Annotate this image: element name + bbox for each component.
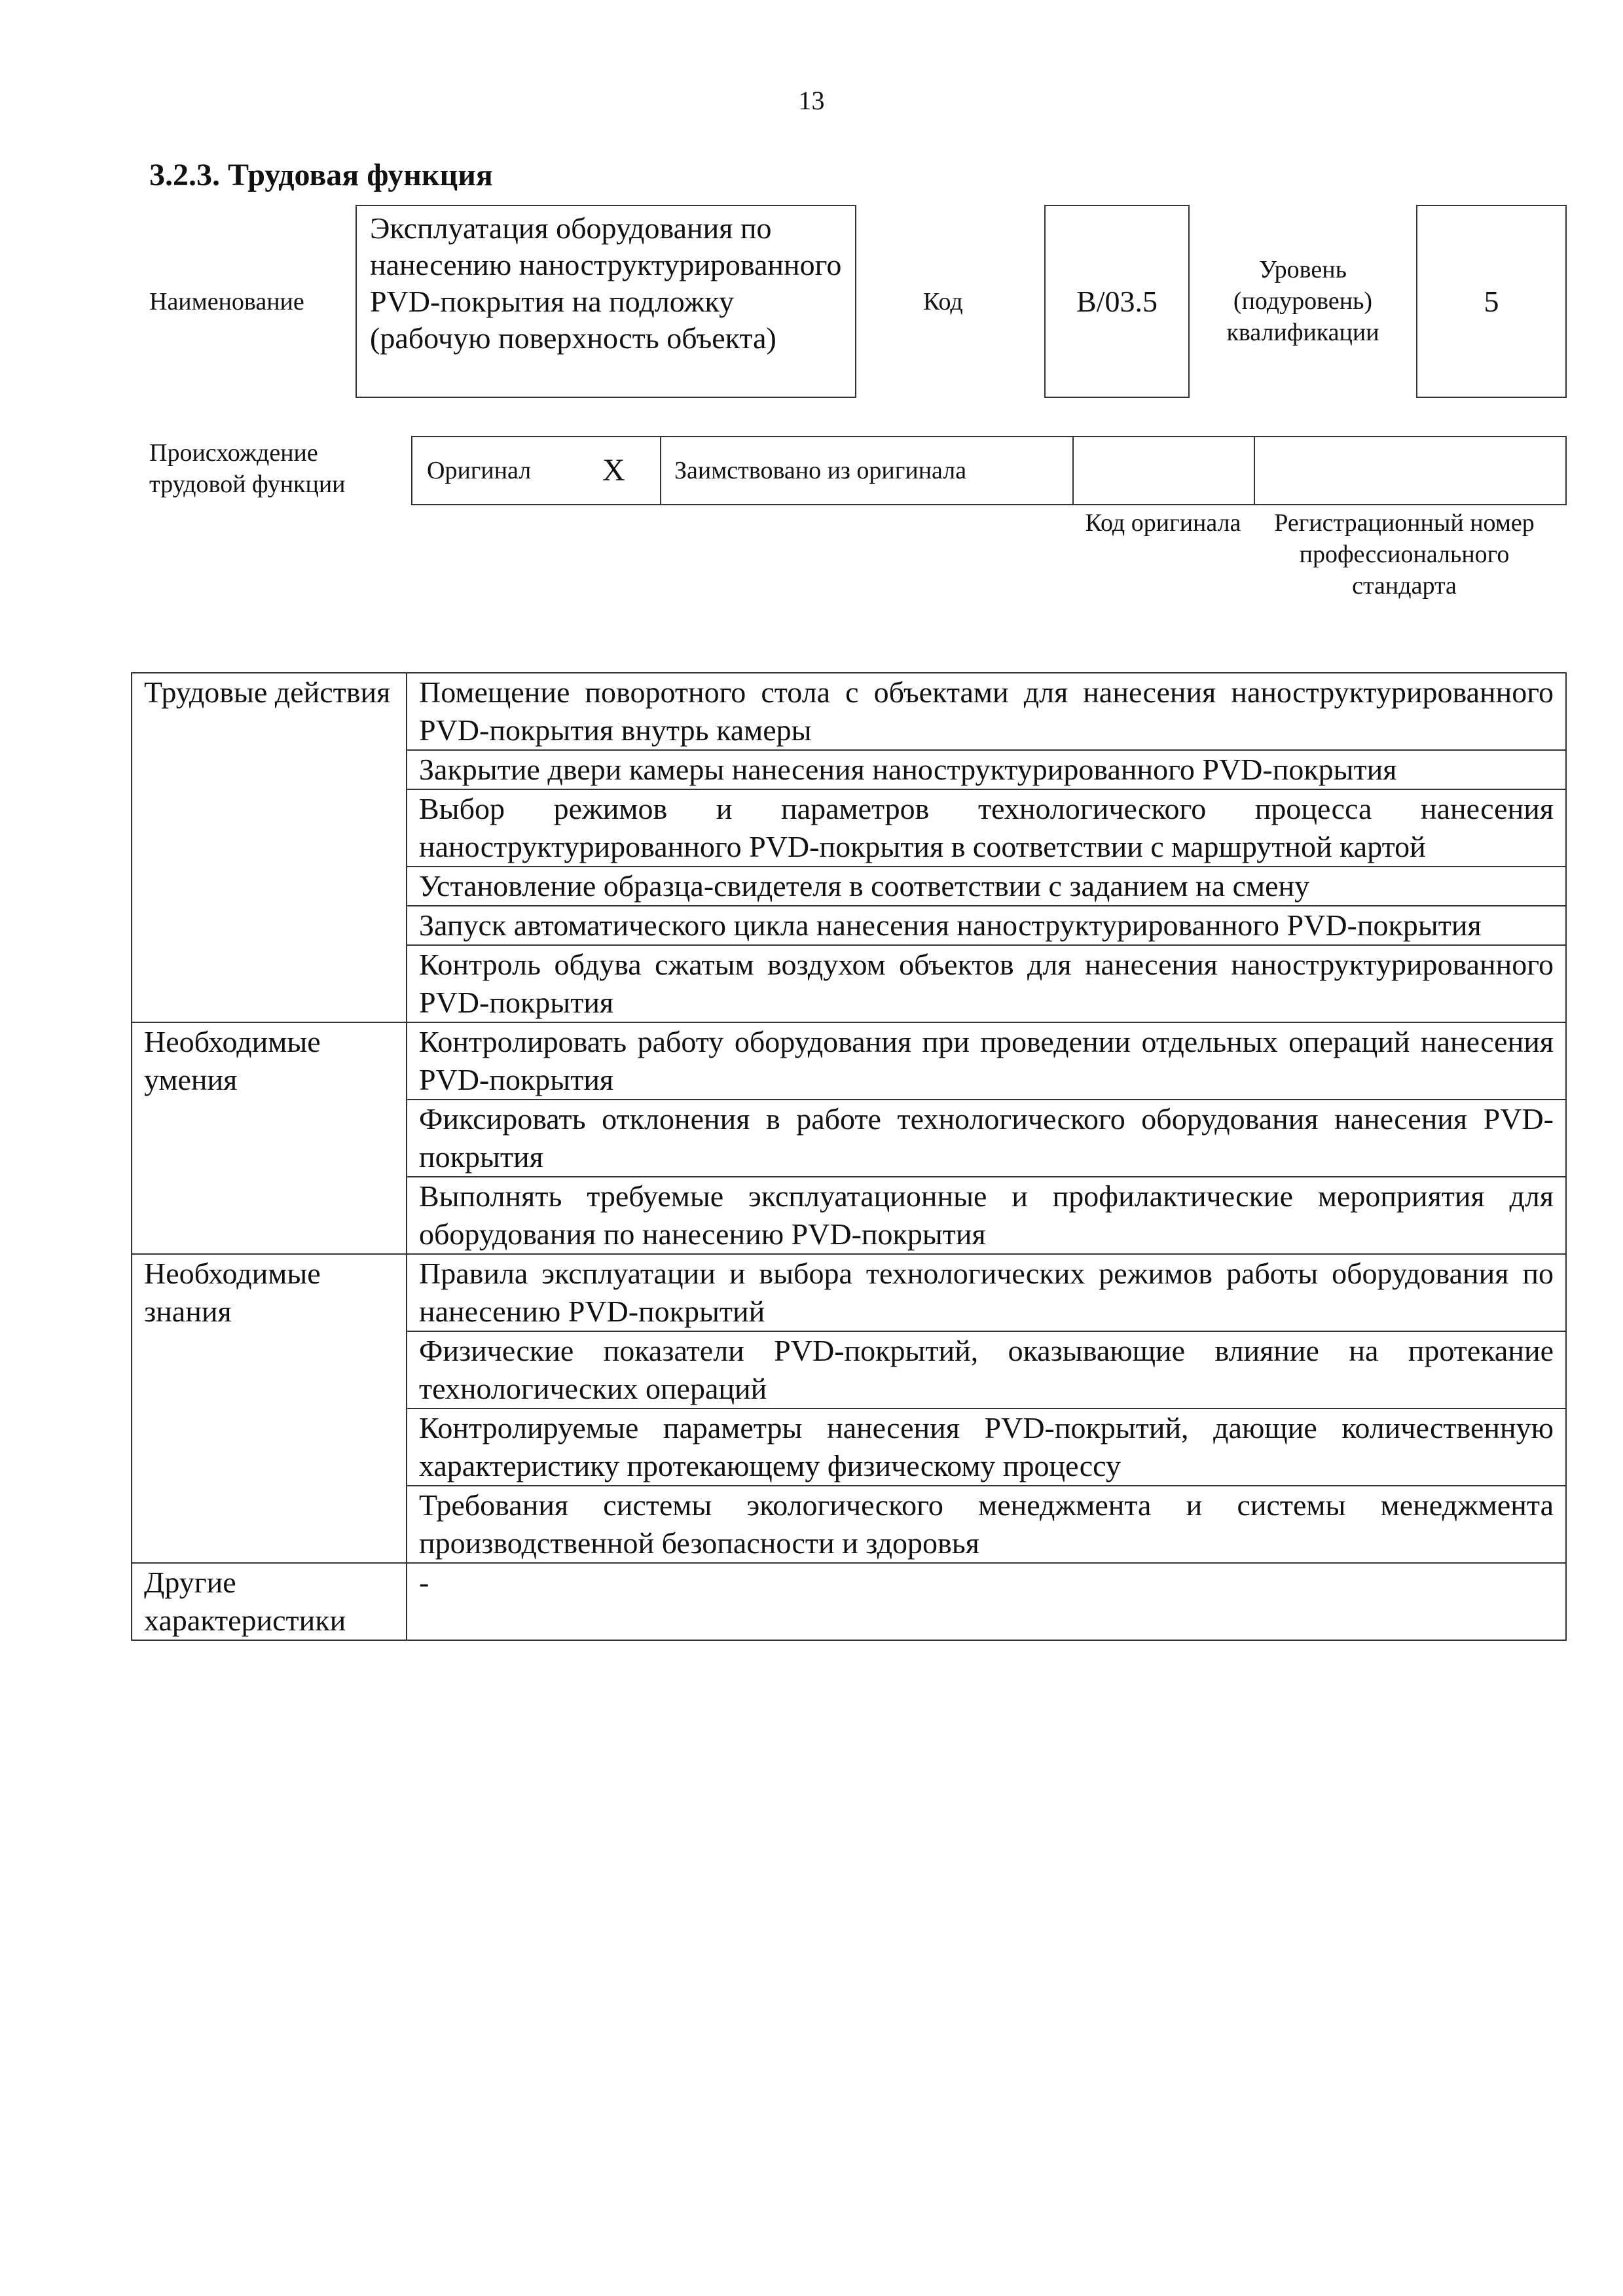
row-item: Запуск автоматического цикла нанесения наноструктурированного PVD-покрытия [407,906,1566,945]
reg-number-caption: Регистрационный номер профессионального стандарта [1274,509,1535,600]
borrowed-label: Заимствовано из оригинала [674,457,967,484]
row-item: Помещение поворотного стола с объектами для нанесения наноструктурированного PVD-покрытия внутрь камеры [407,673,1566,750]
origin-code-caption: Код оригинала [1085,509,1241,537]
section-title: 3.2.3. Трудовая функция [149,158,493,192]
original-mark: X [602,453,625,488]
reg-number-cell [1255,437,1565,504]
row-item: Контролируемые параметры нанесения PVD-покрытий, дающие количественную характеристику протекающему физическому процессу [407,1408,1566,1486]
function-details-table [131,672,1567,1641]
level-value: 5 [1484,285,1499,318]
level-label: Уровень (подуровень) квалификации [1226,256,1379,346]
row-label: Другие характеристики [132,1563,407,1640]
function-name-value: Эксплуатация оборудования по нанесению наноструктурированного PVD-покрытия на подложку (рабочую поверхность объекта) [370,211,842,355]
row-item: Требования системы экологического менеджмента и системы менеджмента производственной безопасности и здоровья [407,1486,1566,1563]
row-item: Выбор режимов и параметров технологического процесса нанесения наноструктурированного PVD-покрытия в соответствии с маршрутной картой [407,789,1566,867]
table-row [132,673,1566,750]
row-label: Необходимые знания [132,1254,407,1563]
table-row [132,1563,1566,1640]
origin-original-cell [412,437,661,504]
original-label: Оригинал [427,457,532,484]
row-item: Правила эксплуатации и выбора технологических режимов работы оборудования по нанесению PVD-покрытий [407,1254,1566,1331]
page-number: 13 [798,86,825,115]
level-box [1416,205,1567,398]
name-label: Наименование [149,288,304,315]
table-row [132,1254,1566,1331]
row-label: Необходимые умения [132,1022,407,1254]
origin-row [411,436,1567,505]
code-value: B/03.5 [1076,285,1158,318]
function-name-box [356,205,856,398]
origin-borrowed-cell [661,437,1074,504]
row-item: Установление образца-свидетеля в соответствии с заданием на смену [407,867,1566,906]
row-item: Контролировать работу оборудования при проведении отдельных операций нанесения PVD-покрытия [407,1022,1566,1100]
row-item: Закрытие двери камеры нанесения наноструктурированного PVD-покрытия [407,750,1566,789]
row-label: Трудовые действия [132,673,407,1022]
row-item: Контроль обдува сжатым воздухом объектов для нанесения наноструктурированного PVD-покрытия [407,945,1566,1022]
code-label: Код [923,288,963,315]
origin-code-cell [1074,437,1255,504]
row-item: Выполнять требуемые эксплуатационные и профилактические мероприятия для оборудования по нанесению PVD-покрытия [407,1177,1566,1254]
table-row [132,1022,1566,1100]
origin-label: Происхождение трудовой функции [149,439,346,498]
row-item: Физические показатели PVD-покрытий, оказывающие влияние на протекание технологических операций [407,1331,1566,1408]
row-item: Фиксировать отклонения в работе технологического оборудования нанесения PVD-покрытия [407,1100,1566,1177]
code-box [1044,205,1190,398]
row-item: - [407,1563,1566,1640]
